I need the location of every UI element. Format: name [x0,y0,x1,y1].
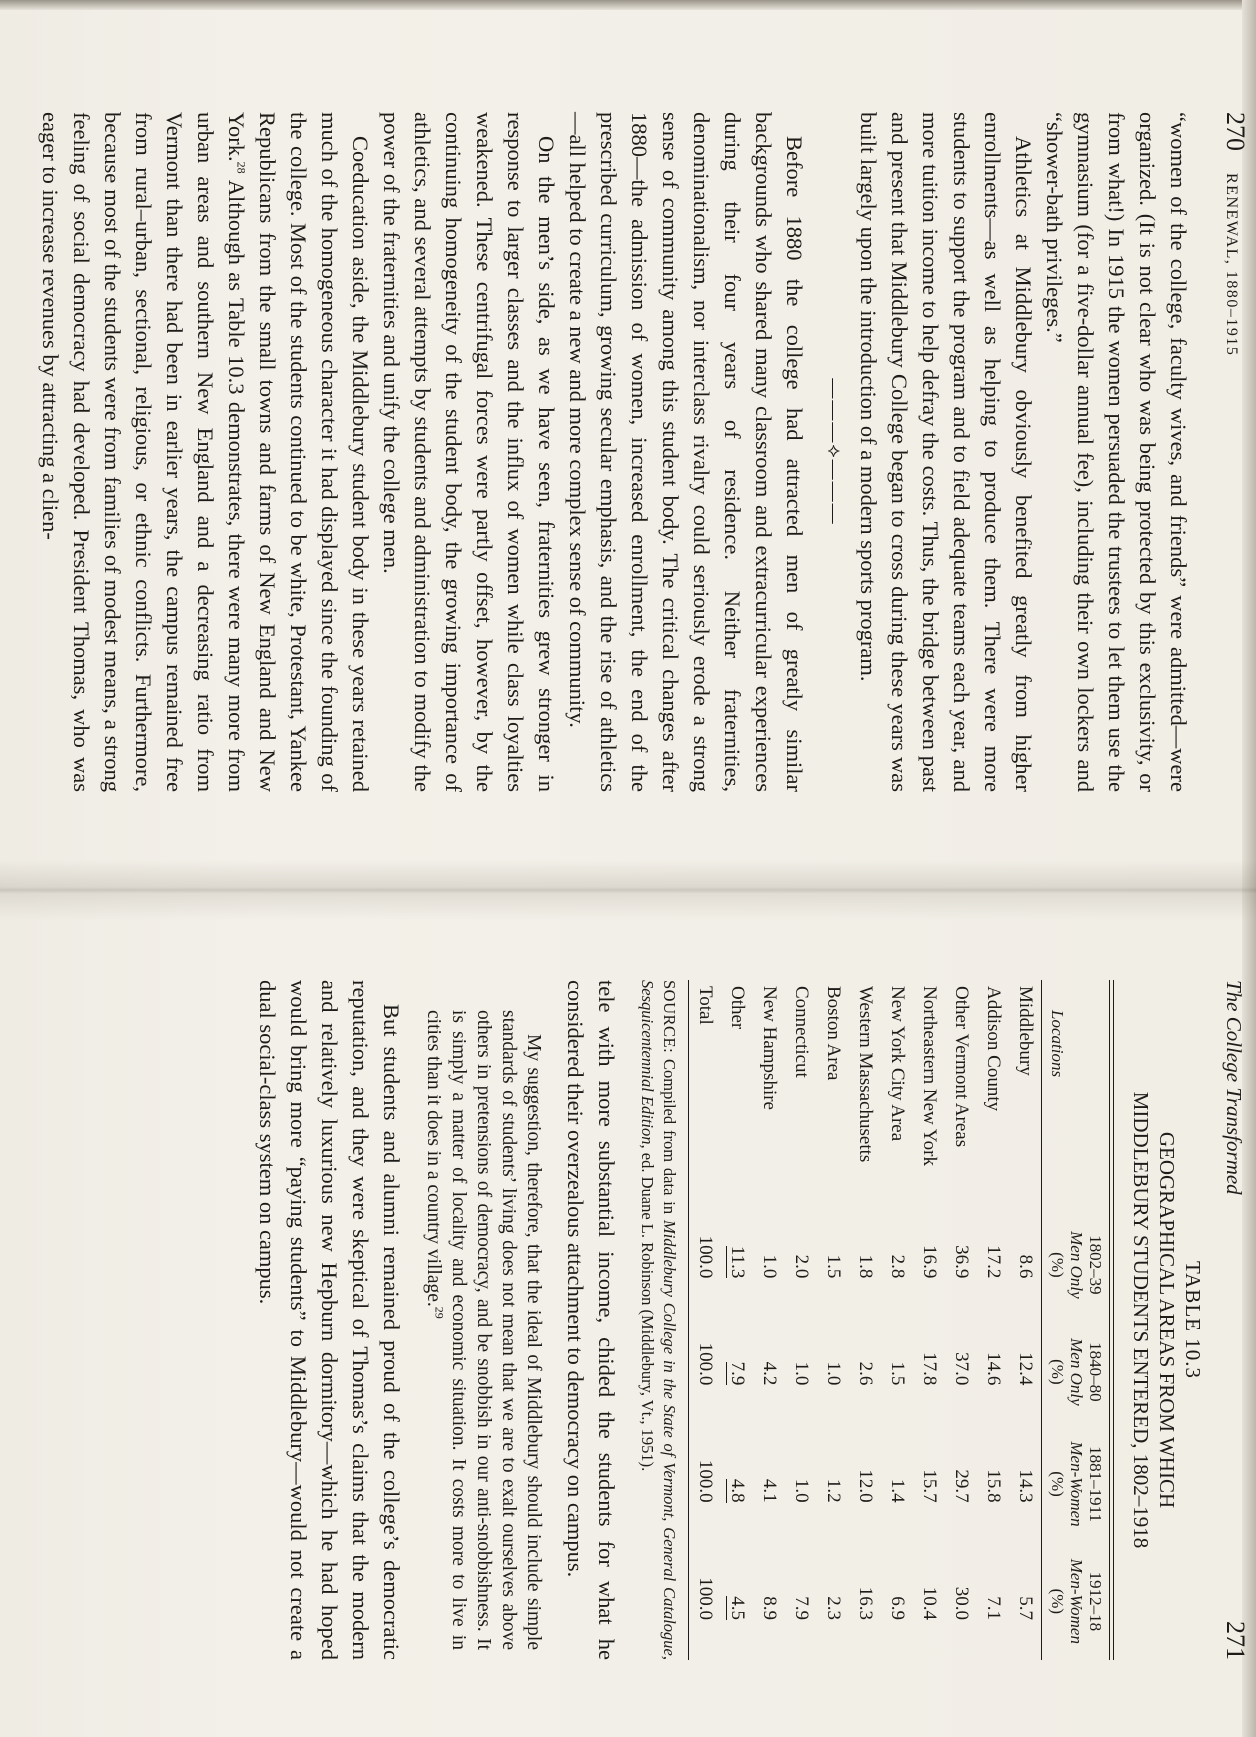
table-cell [977,1211,1009,1318]
cell-value: 2.0 [791,1254,812,1279]
footnote-ref: 28 [234,161,249,174]
table-cell [849,1318,881,1425]
cell-value: 36.9 [951,1245,972,1279]
footnote-ref: 29 [432,1306,447,1319]
table-cell [977,1318,1009,1425]
page-270 [38,112,1250,792]
table-row [753,980,785,1660]
paragraph-text: Coeducation aside, the Middlebury student body in these years retained much of the homogeneous character it had displayed since the founding of the college. Most of the students continued to be white, Protestant, Yankee Republicans from the small towns and farms of New England and New York. [224,112,373,792]
table-row [913,980,945,1660]
table-cell [785,1318,817,1425]
table-row [721,980,753,1660]
cell-value: 7.9 [791,1596,812,1620]
cell-value: 2.6 [855,1361,876,1386]
column-unit: (%) [1048,1252,1067,1278]
cell-value: 17.8 [919,1352,940,1386]
cell-value: 4.1 [759,1478,780,1503]
cell-value: 17.2 [983,1245,1004,1279]
row-location: Western Massachusetts [855,986,876,1163]
cell-value: 16.3 [855,1586,876,1620]
table-cell [753,1425,785,1542]
paragraph: Before 1880 the college had attracted men of greatly similar backgrounds who shared many classroom and extracurricular experiences during their four years of residence. Neither fraternities, denominationalism, nor interclass rivalry could seriously erode a strong sense of community among this student body. The critical changes after 1880—the admission of women, increased enrollment, the end of the prescribed curriculum, growing secular emphasis, and the rise of athletics—all helped to create a new and more complex sense of community. [565,112,807,792]
table-title-line: GEOGRAPHICAL AREAS FROM WHICH [1155,1131,1179,1509]
cell-value: 1.0 [823,1361,844,1386]
block-quote [421,1010,546,1650]
paragraph: “women of the college, faculty wives, and friends” were admitted—were organized. (It is not clear who was being protected by this exclusivity, or from what!) In 1915 the women persuaded the trustees to let them use the gymnasium (for a five-dollar annual fee), including their own lockers and “shower-bath privileges.” [1042,112,1191,792]
section-break-ornament: ———⟡——— [823,378,845,526]
row-location: Other [727,986,748,1030]
table-cell [817,1318,849,1425]
paragraph: tele with more substantial income, chided the students for what he considered their overzealous attachment to democracy on campus. [563,980,619,1660]
paragraph: On the men’s side, as we have seen, fraternities grew stronger in response to larger classes and the influx of women while class loyalties weakened. These centrifugal forces were partly offset, however, by the continuing homogeneity of the student body, the growing importance of athletics, and several attempts by students and administration to modify the power of the fraternities and unify the college men. [379,112,559,792]
cell-value: 4.8 [727,1478,748,1503]
running-head-right [1210,980,1250,1660]
table-cell [849,1211,881,1318]
table-cell: 100.0 [695,1342,716,1386]
table-cell [881,1211,913,1318]
table-cell [753,1318,785,1425]
cell-value: 14.6 [983,1352,1004,1386]
table-cell [881,1318,913,1425]
column-header-locations: Locations [1048,1010,1067,1078]
geography-table [686,980,1114,1660]
cell-value: 1.0 [791,1478,812,1503]
quote-text: My suggestion, therefore, that the ideal of Middlebury should include simple standards of students’ living does not mean that we are to exalt ourselves above others in pretensions of democracy, and be snobbish in our anti-snobbishness. It is simply a matter of locality and economic situation. It costs more to live in cities than it does in a country village. [423,1010,544,1650]
cell-value: 30.0 [951,1586,972,1620]
table-cell [785,1211,817,1318]
cell-value: 1.5 [887,1361,908,1386]
table-cell [1009,1211,1041,1318]
table-cell [1009,1425,1041,1542]
column-group: Men-Women [1067,1441,1086,1527]
table-cell: 100.0 [695,1235,716,1279]
table-cell [977,1425,1009,1542]
table-cell [785,1425,817,1542]
cell-value: 12.4 [1015,1352,1036,1386]
paragraph: But students and alumni remained proud of the college’s democratic reputation, and they were skeptical of Thomas’s claims that the modern and relatively luxurious new Hepburn dormitory—which he had hoped would bring more “paying students” to Middlebury—would not create a dual social-class system on campus. [255,980,404,1660]
column-unit: (%) [1048,1471,1067,1497]
table-cell [721,1318,753,1425]
table-cell [721,1211,753,1318]
column-group: Men-Women [1067,1558,1086,1644]
paragraph: Athletics at Middlebury obviously benefited greatly from higher enrollments—as well as helping to produce them. There were more students to support the program and to field adequate teams each year, and more tuition income to help defray the costs. Thus, the bridge between past and present that Middlebury College began to cross during these years was built largely upon the introduction of a modern sports program. [856,112,1036,792]
table-cell [945,1211,977,1318]
cell-value: 4.5 [727,1596,748,1620]
column-header [1042,1543,1110,1660]
cell-value: 12.0 [855,1469,876,1503]
table-row [977,980,1009,1660]
table-cell [945,1425,977,1542]
table-cell [913,1425,945,1542]
table-cell [817,1211,849,1318]
column-years: 1912–18 [1086,1571,1105,1632]
row-location: Total [695,986,716,1025]
cell-value: 1.0 [759,1254,780,1279]
table-bottom-rule [686,980,689,1660]
cell-value: 2.3 [823,1596,844,1620]
cell-value: 15.8 [983,1469,1004,1503]
column-group: Men Only [1067,1231,1086,1299]
table-cell [817,1425,849,1542]
source-text: Compiled from data in [660,1059,679,1215]
row-location: Addison County [983,986,1004,1112]
cell-value: 2.8 [887,1254,908,1279]
cell-value: 1.5 [823,1254,844,1279]
table-caption [1128,980,1206,1660]
column-group: Men Only [1067,1338,1086,1406]
table-source-note [636,980,680,1660]
running-head-title: RENEWAL, 1880–1915 [1223,173,1240,357]
row-location: New York City Area [887,986,908,1142]
column-unit: (%) [1048,1359,1067,1385]
cell-value: 11.3 [727,1245,748,1279]
table-row [1009,980,1041,1660]
cell-value: 5.7 [1015,1596,1036,1620]
table-cell [817,1543,849,1660]
table-row [817,980,849,1660]
running-head-left [1210,112,1250,792]
table-cell [881,1543,913,1660]
cell-value: 1.0 [791,1361,812,1386]
table-cell [849,1425,881,1542]
table-title-line: MIDDLEBURY STUDENTS ENTERED, 1802–1918 [1129,1091,1153,1549]
cell-value: 8.6 [1015,1254,1036,1279]
column-header [1042,1425,1110,1542]
row-location: Other Vermont Areas [951,986,972,1148]
column-years: 1802–39 [1086,1235,1105,1295]
table-cell [721,1543,753,1660]
table-cell [913,1211,945,1318]
table-cell [945,1318,977,1425]
table-row [849,980,881,1660]
column-unit: (%) [1048,1588,1067,1615]
cell-value: 7.9 [727,1361,748,1386]
table-cell [753,1543,785,1660]
table-cell [785,1543,817,1660]
table-cell [1009,1543,1041,1660]
table-cell [881,1425,913,1542]
table-row [945,980,977,1660]
cell-value: 16.9 [919,1245,940,1279]
cell-value: 7.1 [983,1596,1004,1620]
table-cell [1009,1318,1041,1425]
row-location: Middlebury [1015,986,1036,1076]
table-cell [721,1425,753,1542]
cell-value: 6.9 [887,1596,908,1620]
table-body [686,980,1041,1660]
book-gutter [0,860,1256,920]
table-cell: 100.0 [695,1459,716,1503]
table-cell [913,1318,945,1425]
table-row [785,980,817,1660]
row-location: Boston Area [823,986,844,1081]
column-years: 1840–80 [1086,1342,1105,1402]
cell-value: 1.2 [823,1478,844,1503]
paragraph [35,112,376,792]
page-edge-top [0,0,1256,10]
column-header [1042,1318,1110,1425]
table-cell [945,1543,977,1660]
cell-value: 1.8 [855,1254,876,1279]
source-title: Middlebury College in the State of Vermont, General Catalogue, Sesquicentennial Edition, [638,980,679,1660]
page-number: 270 [1221,112,1250,151]
table-number: TABLE 10.3 [1181,1261,1205,1379]
table-cell [753,1211,785,1318]
cell-value: 14.3 [1015,1469,1036,1503]
table-cell [913,1543,945,1660]
body-text [252,980,622,1660]
column-years: 1881–1911 [1086,1446,1105,1522]
table-row [881,980,913,1660]
table-total-row [689,980,722,1660]
row-location: Northeastern New York [919,986,940,1166]
cell-value: 15.7 [919,1469,940,1503]
source-label: SOURCE: [660,980,679,1054]
table-cell: 100.0 [695,1577,716,1620]
page-271 [110,980,1250,1660]
cell-value: 1.4 [887,1478,908,1503]
source-text: ed. Duane L. Robinson (Middlebury, Vt., 1951). [638,1152,657,1472]
page-number: 271 [1221,1621,1250,1660]
cell-value: 29.7 [951,1469,972,1503]
row-location: New Hampshire [759,986,780,1110]
cell-value: 8.9 [759,1596,780,1620]
cell-value: 10.4 [919,1586,940,1620]
table-cell [977,1543,1009,1660]
row-location: Connecticut [791,986,812,1078]
body-text [35,112,1194,792]
column-header [1042,1211,1110,1318]
table-cell [849,1543,881,1660]
cell-value: 4.2 [759,1361,780,1386]
paragraph-text: Although as Table 10.3 demonstrates, there were many more from urban areas and southern New England and a decreasing ratio from Vermont than there had been in earlier years, the campus remained free from rural–urban, sectional, religious, or ethnic conflicts. Furthermore, because most of the students were from families of modest means, a strong feeling of social democracy had developed. President Thomas, who was eager to increase revenues by attracting a clien- [38,112,249,792]
running-head-title: The College Transformed [1222,980,1246,1195]
cell-value: 37.0 [951,1352,972,1386]
